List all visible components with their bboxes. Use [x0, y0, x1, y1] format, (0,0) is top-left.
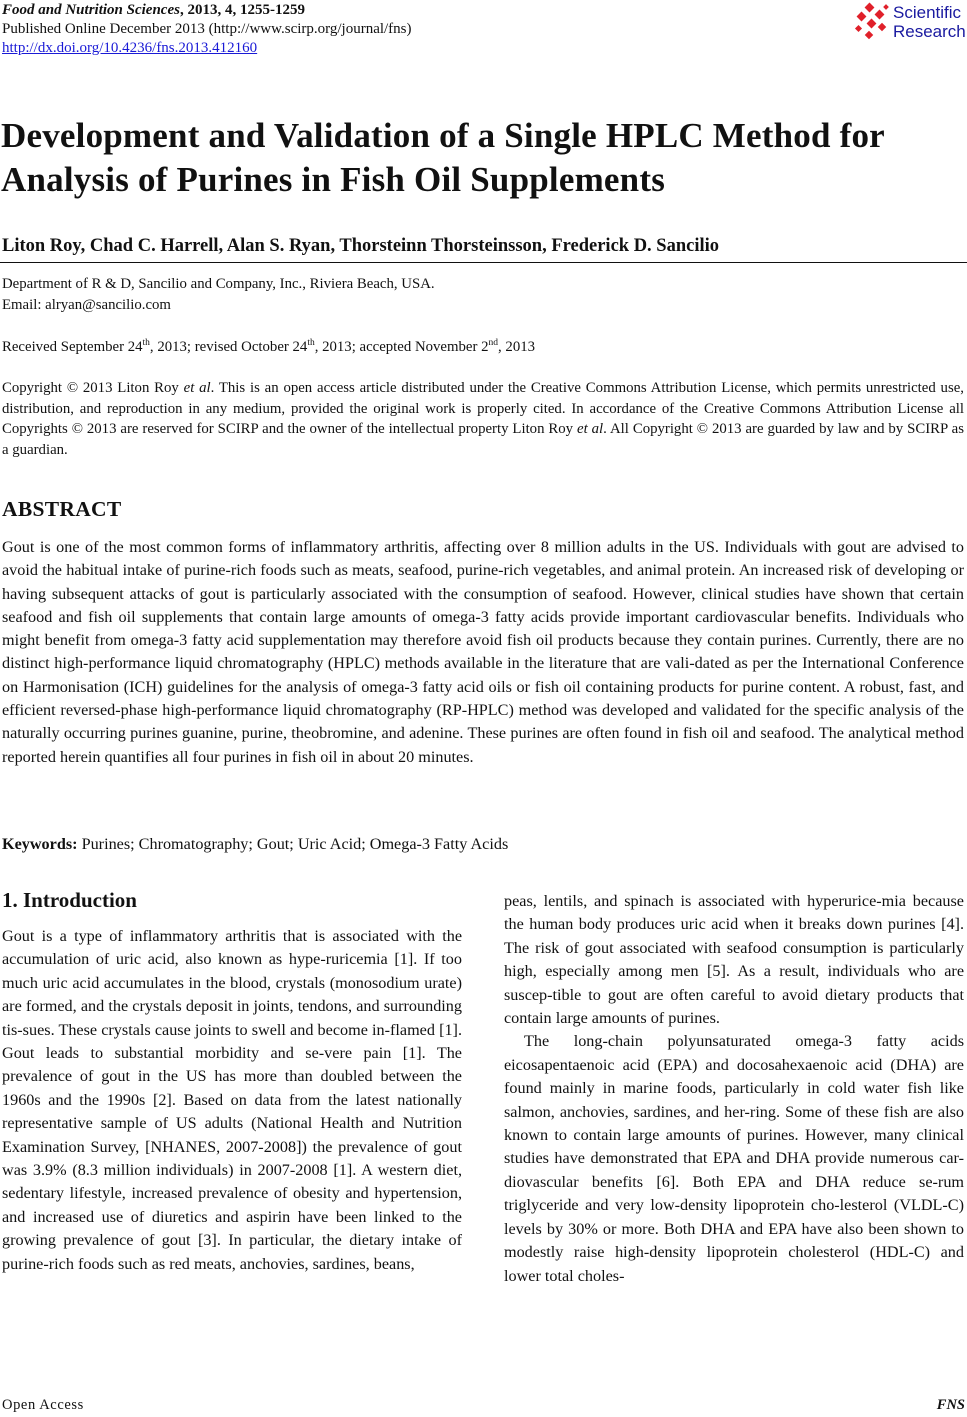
- article-title: Development and Validation of a Single HPLC Method for Analysis of Purines in Fish Oil Supplements: [1, 116, 885, 199]
- abstract-heading: ABSTRACT: [2, 497, 122, 521]
- title-divider: [0, 262, 967, 263]
- keywords-label: Keywords:: [2, 835, 78, 853]
- affiliation: Department of R & D, Sancilio and Company, Inc., Riviera Beach, USA.: [2, 276, 435, 292]
- doi-link[interactable]: http://dx.doi.org/10.4236/fns.2013.412160: [2, 40, 258, 56]
- column-left: [2, 925, 462, 1276]
- journal-issue: , 2013, 4, 1255-1259: [179, 2, 305, 18]
- journal-header: [2, 1, 412, 58]
- intro-paragraph-1-continued: peas, lentils, and spinach is associated with hyperurice-mia because the human body produces uric acid when it breaks down purines [4]. The risk of gout associated with seafood consumption is particularly high, especially among men [5]. As a result, individuals who are suscep-tible to gout are often careful to avoid dietary products that contain large amounts of purines.: [504, 892, 964, 1028]
- published-line: Published Online December 2013 (http://www.scirp.org/journal/fns): [2, 21, 412, 37]
- keywords-list: Purines; Chromatography; Gout; Uric Acid; Omega-3 Fatty Acids: [77, 835, 509, 853]
- copyright-notice: Copyright © 2013 Liton Roy et al. This is an open access article distributed under the Creative Commons Attribution License, which permits unrestricted use, distribution, and reproduction in any medium, provided the original work is properly cited. In accordance of the Creative Commons Attribution License all Copyrights © 2013 are reserved for SCIRP and the owner of the intellectual property Liton Roy et al. All Copyright © 2013 are guarded by law and by SCIRP as a guardian.: [2, 380, 964, 458]
- footer-open-access: Open Access: [2, 1397, 84, 1413]
- journal-citation: [2, 1, 412, 20]
- footer-journal-abbrev: FNS: [936, 1397, 965, 1413]
- journal-name: Food and Nutrition Sciences: [2, 2, 180, 18]
- affiliation-block: [2, 274, 964, 315]
- column-right: [504, 890, 964, 1288]
- article-dates: Received September 24th, 2013; revised October 24th, 2013; accepted November 2nd, 2013: [2, 338, 536, 355]
- intro-paragraph-2: The long-chain polyunsaturated omega-3 fatty acids eicosapentaenoic acid (EPA) and docosahexaenoic acid (DHA) are found mainly in marine foods, particularly in cold water fish like salmon, anchovies, sardines, and her-ring. Some of these fish are also known to contain large amounts of purines. However, many clinical studies have demonstrated that EPA and DHA provide numerous car-diovascular benefits [6]. Both EPA and DHA reduce se-rum triglyceride and very low-density lipoprotein cho-lesterol (VLDL-C) levels by 30% or more. Both DHA and EPA have also been shown to modestly raise high-density lipoprotein cholesterol (HDL-C) and lower total choles-: [504, 1032, 964, 1285]
- author-list: Liton Roy, Chad C. Harrell, Alan S. Ryan, Thorsteinn Thorsteinsson, Frederick D. Sancilio: [2, 236, 720, 256]
- section-heading-introduction: 1. Introduction: [2, 888, 137, 912]
- publisher-name: Scientific Research: [893, 3, 966, 41]
- email: Email: alryan@sancilio.com: [2, 296, 171, 313]
- intro-paragraph-1: Gout is a type of inflammatory arthritis that is associated with the accumulation of uric acid, also known as hype-ruricemia [1]. If too much uric acid accumulates in the blood, crystals (monosodium urate) are formed, and the crystals deposit in joints, tendons, and surrounding tis-sues. These crystals cause joints to swell and become in-flamed [1]. Gout leads to substantial morbidity and se-vere pain [1]. The prevalence of gout in the US has more than doubled between the 1960s and the 1990s [2]. Based on data from the latest nationally representative sample of US adults (National Health and Nutrition Examination Survey, [NHANES, 2007-2008]) the prevalence of gout was 3.9% (8.3 million individuals) in 2007-2008 [1]. A western diet, sedentary lifestyle, increased prevalence of obesity and hypertension, and increased use of diuretics and aspirin have been linked to the growing prevalence of gout [3]. In particular, the dietary intake of purine-rich foods such as red meats, anchovies, sardines, beans,: [2, 927, 462, 1273]
- keywords: [2, 835, 508, 854]
- abstract-text: Gout is one of the most common forms of inflammatory arthritis, affecting over 8 million adults in the US. Individuals with gout are advised to avoid the habitual intake of purine-rich foods such as meats, seafood, purine-rich vegetables, and animal protein. An increased risk of developing or having subsequent attacks of gout is particularly associated with the consumption of seafood. However, clinical studies have shown that certain seafood and fish oil supplements that contain large amounts of omega-3 fatty acids provide important cardiovascular benefits. Individuals who might benefit from omega-3 fatty acid supplementation may therefore avoid fish oil products because they contain purines. Currently, there are no distinct high-performance liquid chromatography (HPLC) methods available in the literature that are vali-dated as per the International Conference on Harmonisation (ICH) guidelines for the analysis of omega-3 fatty acid oils or fish oil containing products for purine content. A robust, fast, and efficient reversed-phase high-performance liquid chromatography (RP-HPLC) method was developed and validated for the specific analysis of the naturally occurring purines guanine, purine, theobromine, and adenine. These purines are often found in fish oil and seafood. The analytical method reported herein quantifies all four purines in fish oil in about 20 minutes.: [2, 538, 964, 766]
